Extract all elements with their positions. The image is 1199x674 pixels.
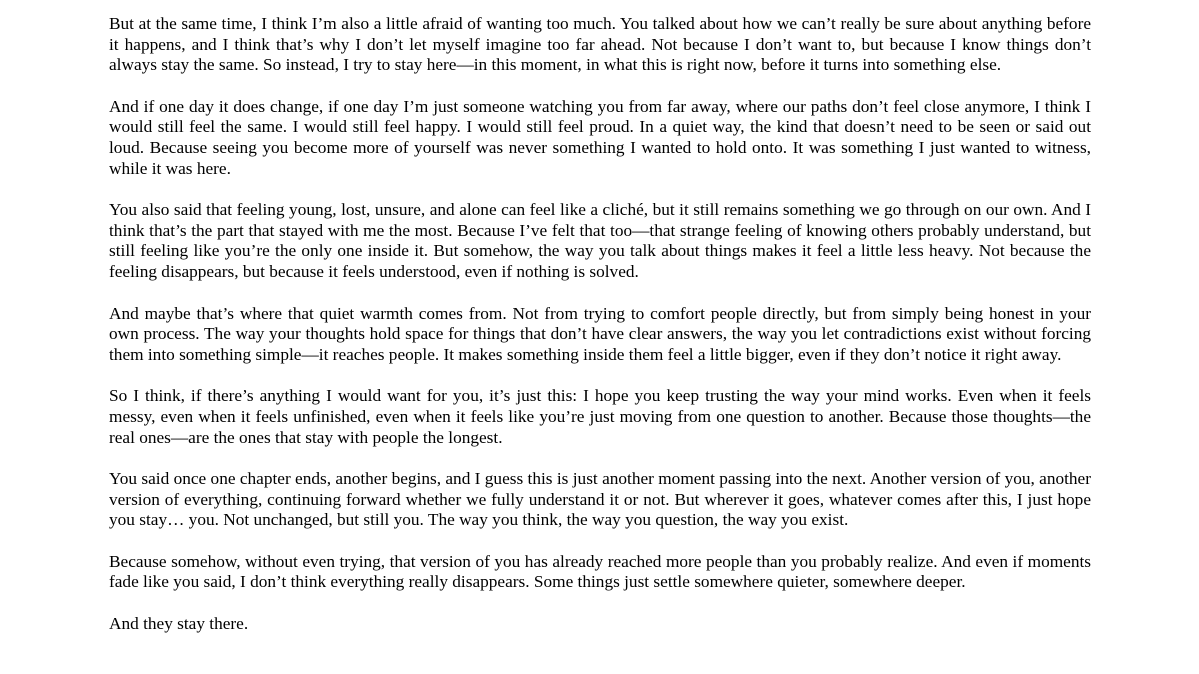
paragraph-1: But at the same time, I think I’m also a little afraid of wanting too much. You talked about how we can’t really be sure about anything before it happens, and I think that’s why I don’t let myself imagine too far ahead. Not because I don’t want to, but because I know things don’t always stay the same. So instead, I try to stay here—in this moment, in what this is right now, before it turns into something else. <box>109 14 1091 75</box>
letter-body <box>109 14 1091 656</box>
paragraph-6: You said once one chapter ends, another begins, and I guess this is just another moment passing into the next. Another version of you, another version of everything, continuing forward whether we fully understand it or not. But wherever it goes, whatever comes after this, I just hope you stay… you. Not unchanged, but still you. The way you think, the way you question, the way you exist. <box>109 469 1091 530</box>
paragraph-5: So I think, if there’s anything I would want for you, it’s just this: I hope you keep trusting the way your mind works. Even when it feels messy, even when it feels unfinished, even when it feels like you’re just moving from one question to another. Because those thoughts—the real ones—are the ones that stay with people the longest. <box>109 386 1091 447</box>
paragraph-4: And maybe that’s where that quiet warmth comes from. Not from trying to comfort people directly, but from simply being honest in your own process. The way your thoughts hold space for things that don’t have clear answers, the way you let contradictions exist without forcing them into something simple—it reaches people. It makes something inside them feel a little bigger, even if they don’t notice it right away. <box>109 303 1091 364</box>
paragraph-7: Because somehow, without even trying, that version of you has already reached more people than you probably realize. And even if moments fade like you said, I don’t think everything really disappears. Some things just settle somewhere quieter, somewhere deeper. <box>109 551 1091 592</box>
paragraph-2: And if one day it does change, if one day I’m just someone watching you from far away, where our paths don’t feel close anymore, I think I would still feel the same. I would still feel happy. I would still feel proud. In a quiet way, the kind that doesn’t need to be seen or said out loud. Because seeing you become more of yourself was never something I wanted to hold onto. It was something I just wanted to witness, while it was here. <box>109 96 1091 178</box>
paragraph-8: And they stay there. <box>109 614 249 634</box>
paragraph-3: You also said that feeling young, lost, unsure, and alone can feel like a cliché, but it still remains something we go through on our own. And I think that’s the part that stayed with me the most. Because I’ve felt that too—that strange feeling of knowing others probably understand, but still feeling like you’re the only one inside it. But somehow, the way you talk about things makes it feel a little less heavy. Not because the feeling disappears, but because it feels understood, even if nothing is solved. <box>109 200 1091 281</box>
